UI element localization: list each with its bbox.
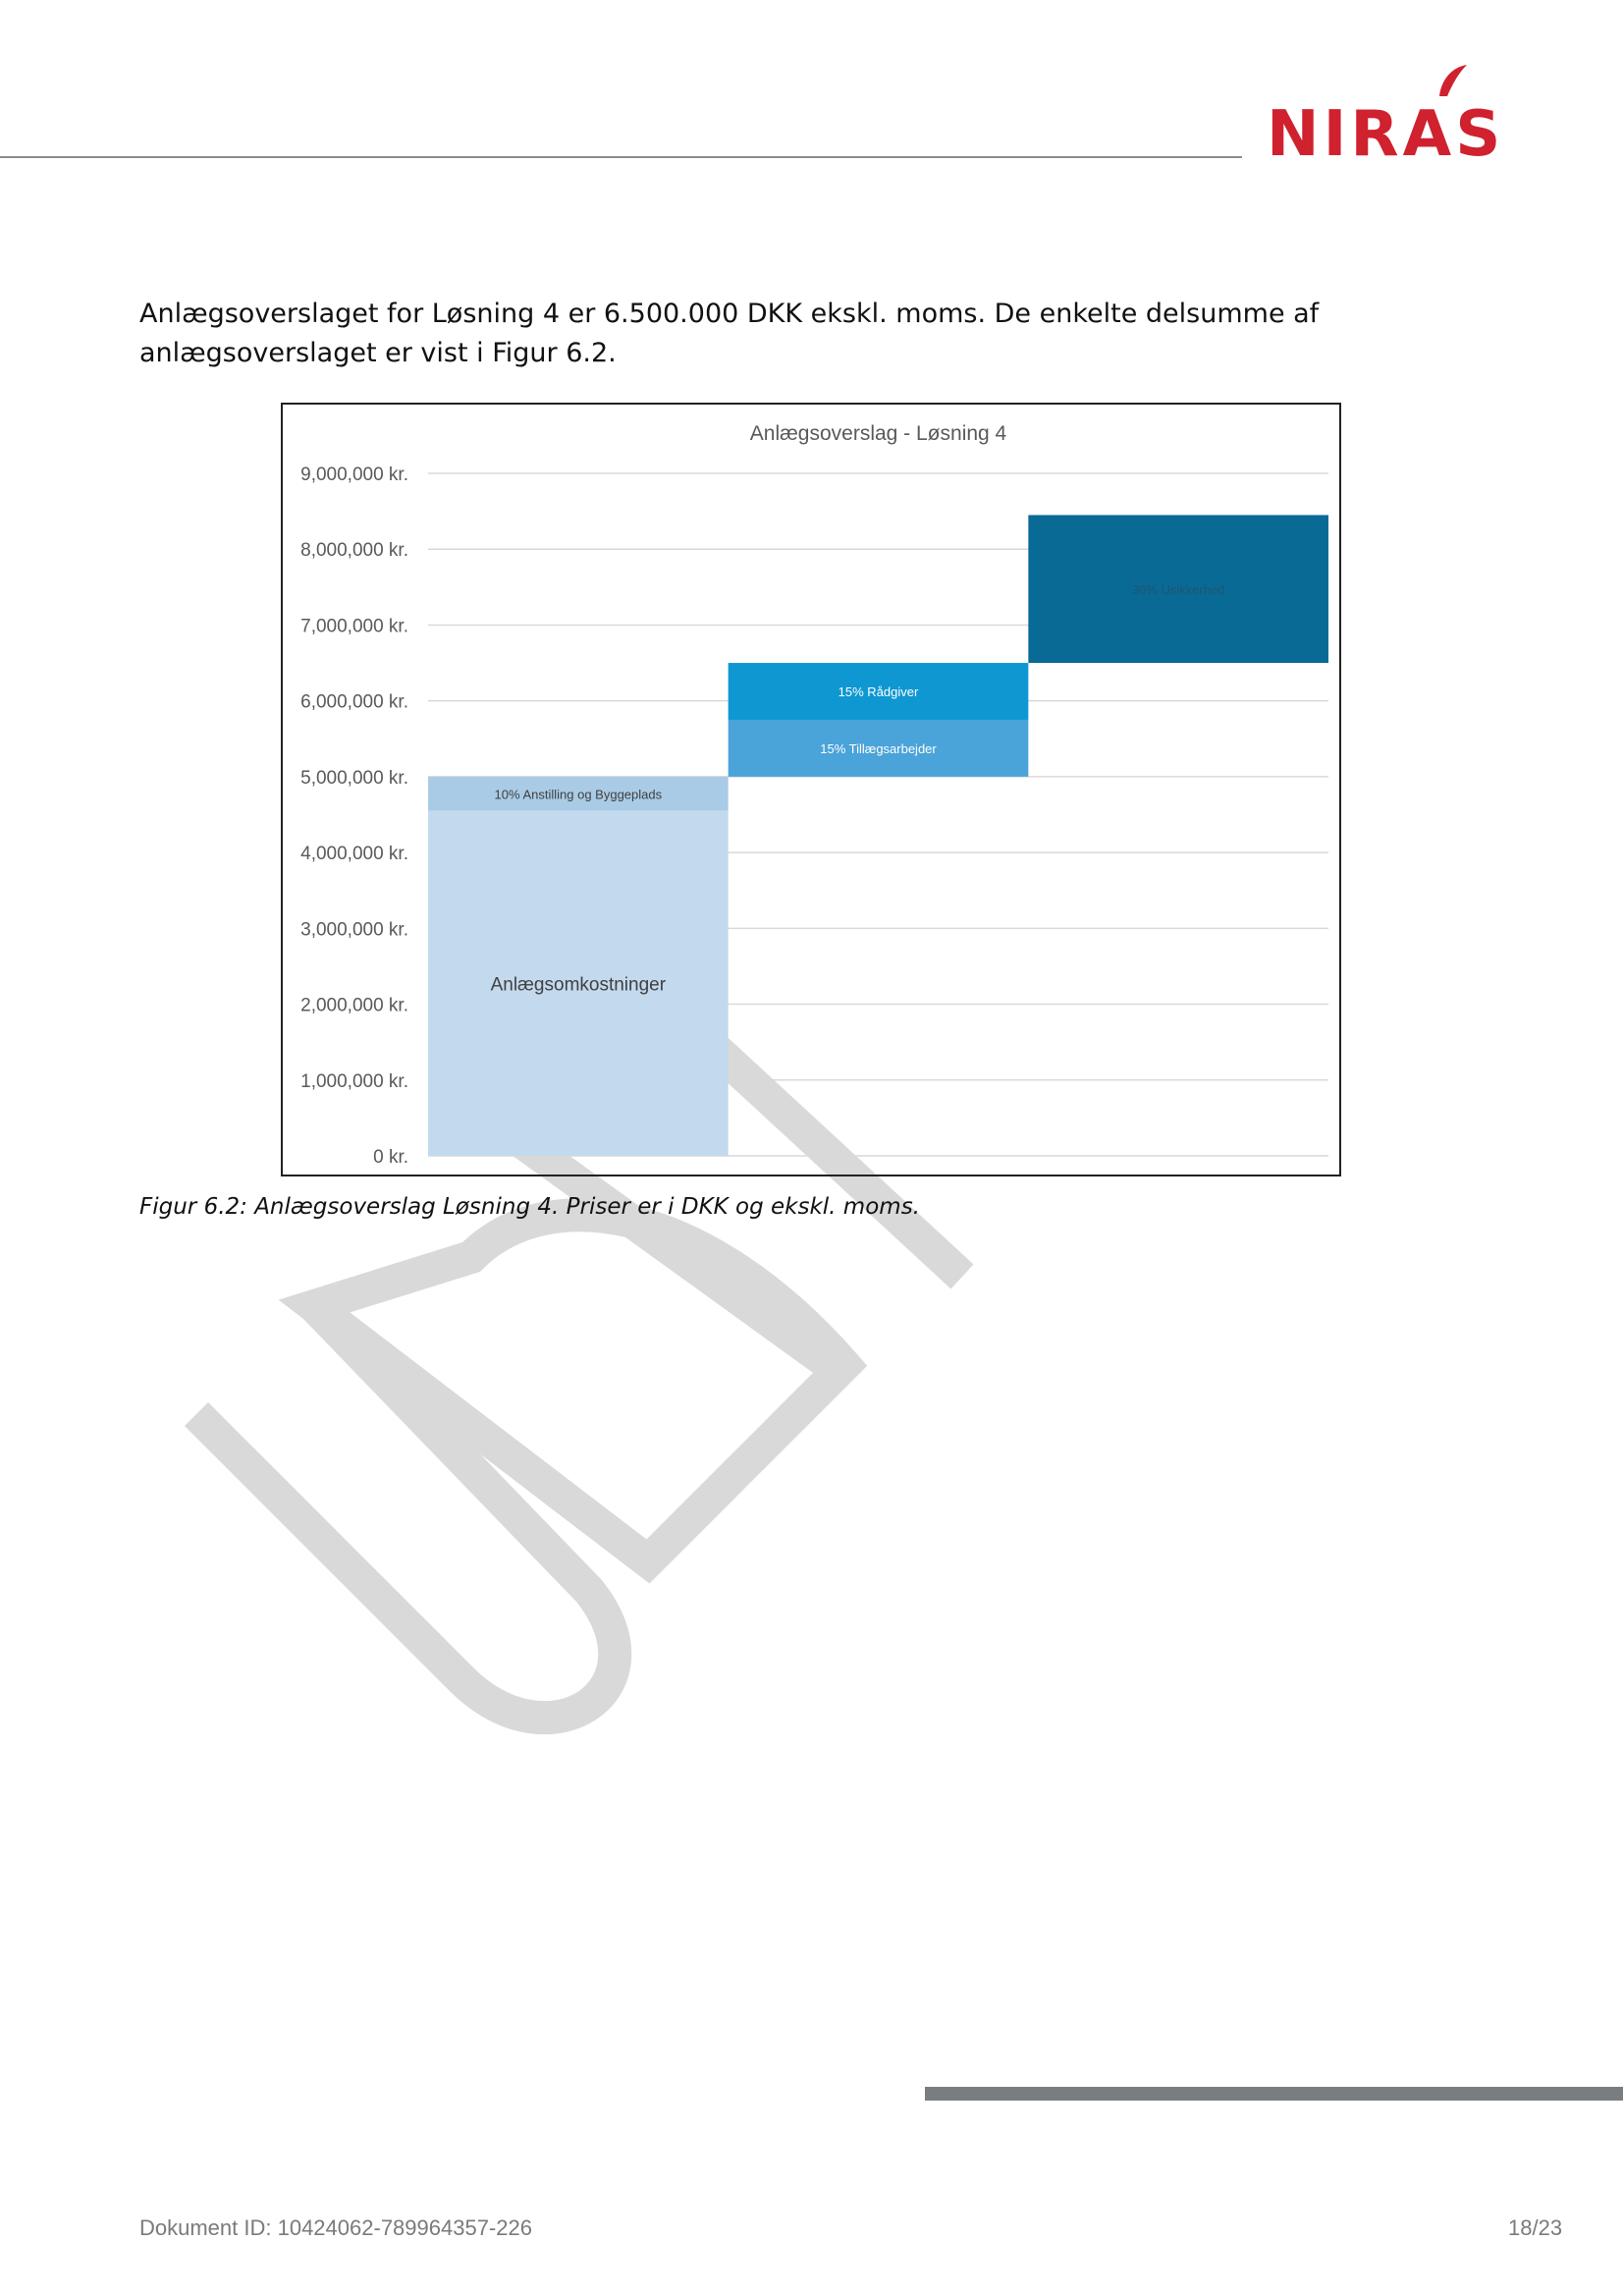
y-tick-label: 7,000,000 kr. [300, 616, 408, 637]
watermark-letter-u [196, 1306, 615, 1718]
y-tick-label: 4,000,000 kr. [300, 844, 408, 865]
data-label: 10% Anstilling og Byggeplads [494, 787, 663, 802]
logo-wordmark: NIRAS [1267, 98, 1505, 171]
y-tick-label: 1,000,000 kr. [300, 1070, 408, 1092]
figure-caption: Figur 6.2: Anlægsoverslag Løsning 4. Priser er i DKK og ekskl. moms. [139, 1194, 920, 1220]
data-label: 15% Tillægsarbejder [820, 740, 937, 756]
y-tick-label: 8,000,000 kr. [300, 540, 408, 562]
y-tick-label: 9,000,000 kr. [300, 465, 408, 485]
y-tick-label: 5,000,000 kr. [300, 767, 408, 789]
data-label: 15% Rådgiver [838, 684, 919, 700]
y-tick-label: 0 kr. [373, 1147, 408, 1168]
page-number: 18/23 [1508, 2215, 1563, 2240]
chart-figure [281, 403, 1341, 1176]
niras-logo [1267, 61, 1546, 169]
document-id: Dokument ID: 10424062-789964357-226 [139, 2215, 532, 2240]
y-tick-label: 2,000,000 kr. [300, 995, 408, 1016]
data-label: 30% Usikkerhed [1131, 581, 1225, 597]
header-divider [0, 156, 1242, 158]
logo-leaf-icon [1432, 61, 1471, 100]
y-tick-label: 3,000,000 kr. [300, 919, 408, 941]
chart-canvas [283, 405, 1343, 1178]
chart-title: Anlægsoverslag - Løsning 4 [749, 422, 1007, 445]
data-label: Anlægsomkostninger [490, 974, 667, 996]
body-paragraph: Anlægsoverslaget for Løsning 4 er 6.500.000 DKK ekskl. moms. De enkelte delsumme af anlægsoverslaget er vist i Figur 6.2. [139, 299, 1320, 368]
y-tick-label: 6,000,000 kr. [300, 691, 408, 713]
footer-accent-bar [925, 2087, 1623, 2101]
watermark-letter-d [314, 1215, 844, 1561]
